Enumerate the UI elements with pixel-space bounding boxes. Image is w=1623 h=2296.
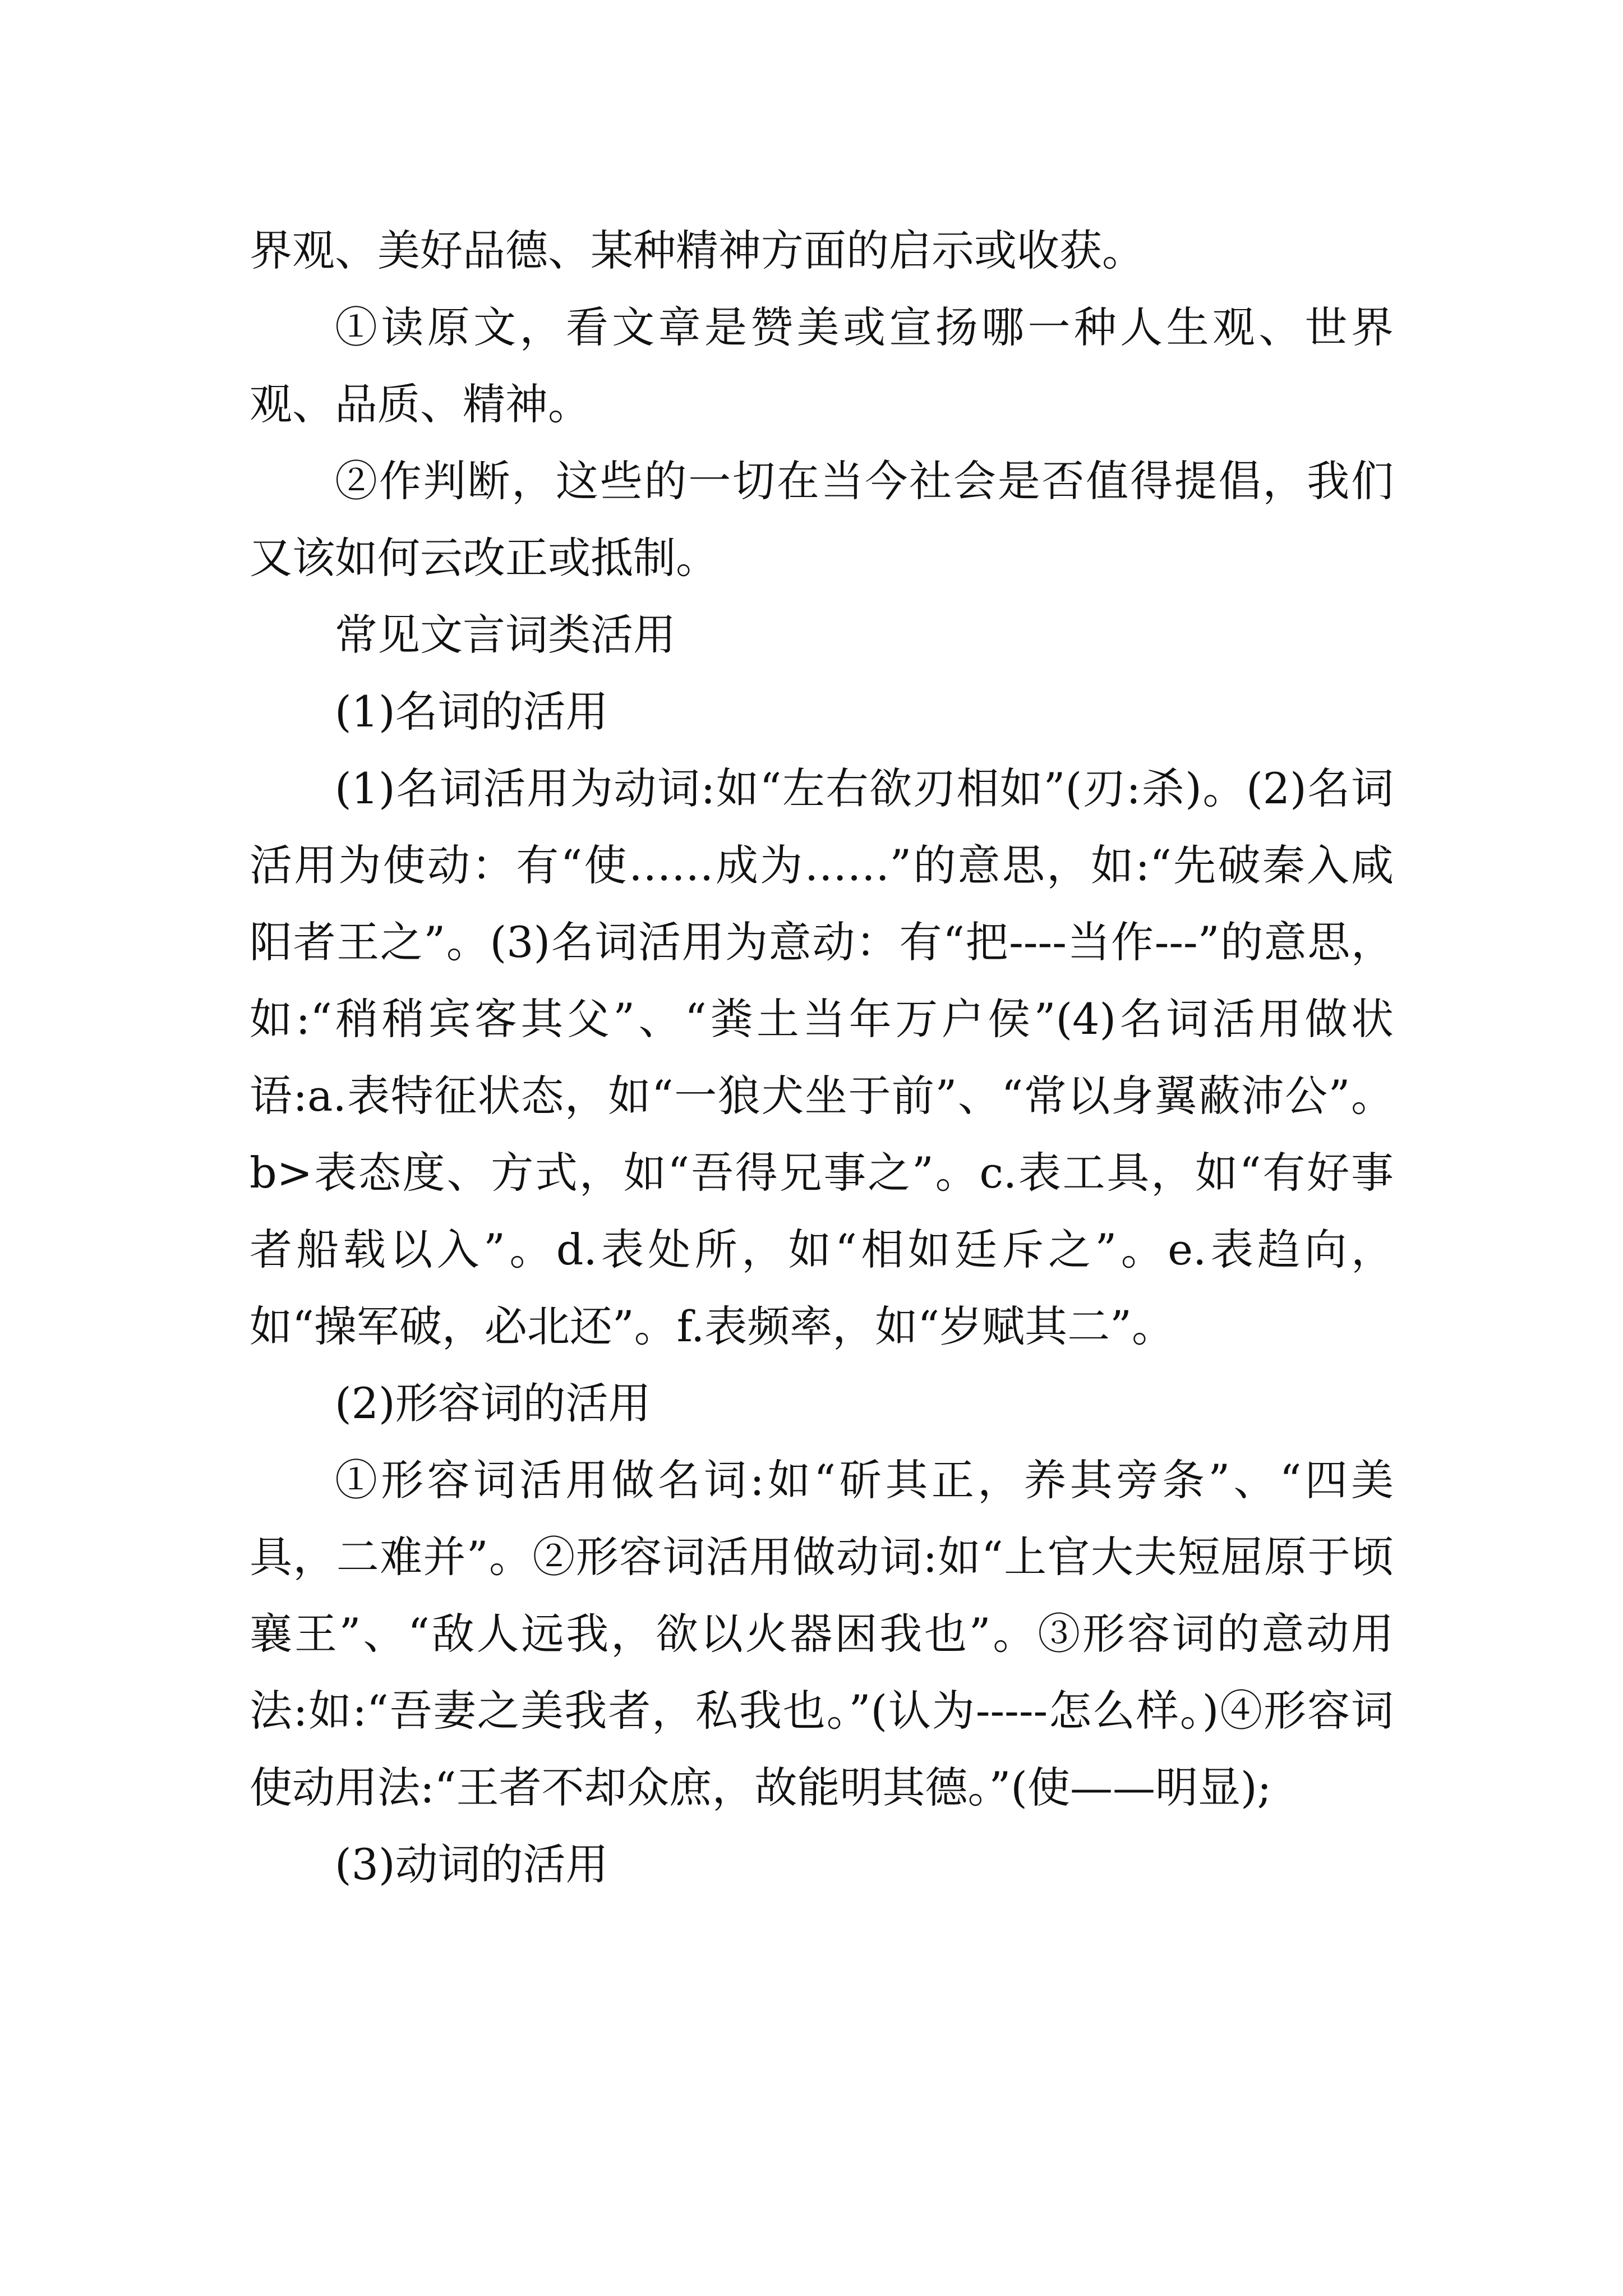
- paragraph-noun-usage: (1)名词活用为动词:如“左右欲刃相如”(刃:杀)。(2)名词活用为使动：有“使……成为……”的意思，如:“先破秦入咸阳者王之”。(3)名词活用为意动：有“把----当作---”的意思，如:“稍稍宾客其父”、“粪土当年万户侯”(4)名词活用做状语:a.表特征状态，如“一狼犬坐于前”、“常以身翼蔽沛公”。b>表态度、方式，如“吾得兄事之”。c.表工具，如“有好事者船载以入”。d.表处所，如“相如廷斥之”。e.表趋向，如“操军破，必北还”。f.表频率，如“岁赋其二”。: [250, 763, 1394, 1351]
- paragraph-adjective-usage: ①形容词活用做名词:如“斫其正，养其旁条”、“四美具，二难并”。②形容词活用做动词:如“上官大夫短屈原于顷襄王”、“敌人远我，欲以火器困我也”。③形容词的意动用法:如:“吾妻之美我者，私我也。”(认为-----怎么样。)④形容词使动用法:“王者不却众庶，故能明其德。”(使——明显);: [250, 1455, 1394, 1812]
- subsection-heading-adjective: (2)形容词的活用: [335, 1378, 651, 1428]
- paragraph-step-2: ②作判断，这些的一切在当今社会是否值得提倡，我们又该如何云改正或抵制。: [250, 456, 1394, 583]
- paragraph-continuation: 界观、美好品德、某种精神方面的启示或收获。: [250, 226, 1145, 275]
- subsection-heading-verb: (3)动词的活用: [335, 1839, 608, 1889]
- paragraph-step-1: ①读原文，看文章是赞美或宣扬哪一种人生观、世界观、品质、精神。: [250, 302, 1394, 429]
- document-body: [250, 212, 1394, 1903]
- section-heading: 常见文言词类活用: [335, 610, 676, 660]
- subsection-heading-noun: (1)名词的活用: [335, 687, 608, 737]
